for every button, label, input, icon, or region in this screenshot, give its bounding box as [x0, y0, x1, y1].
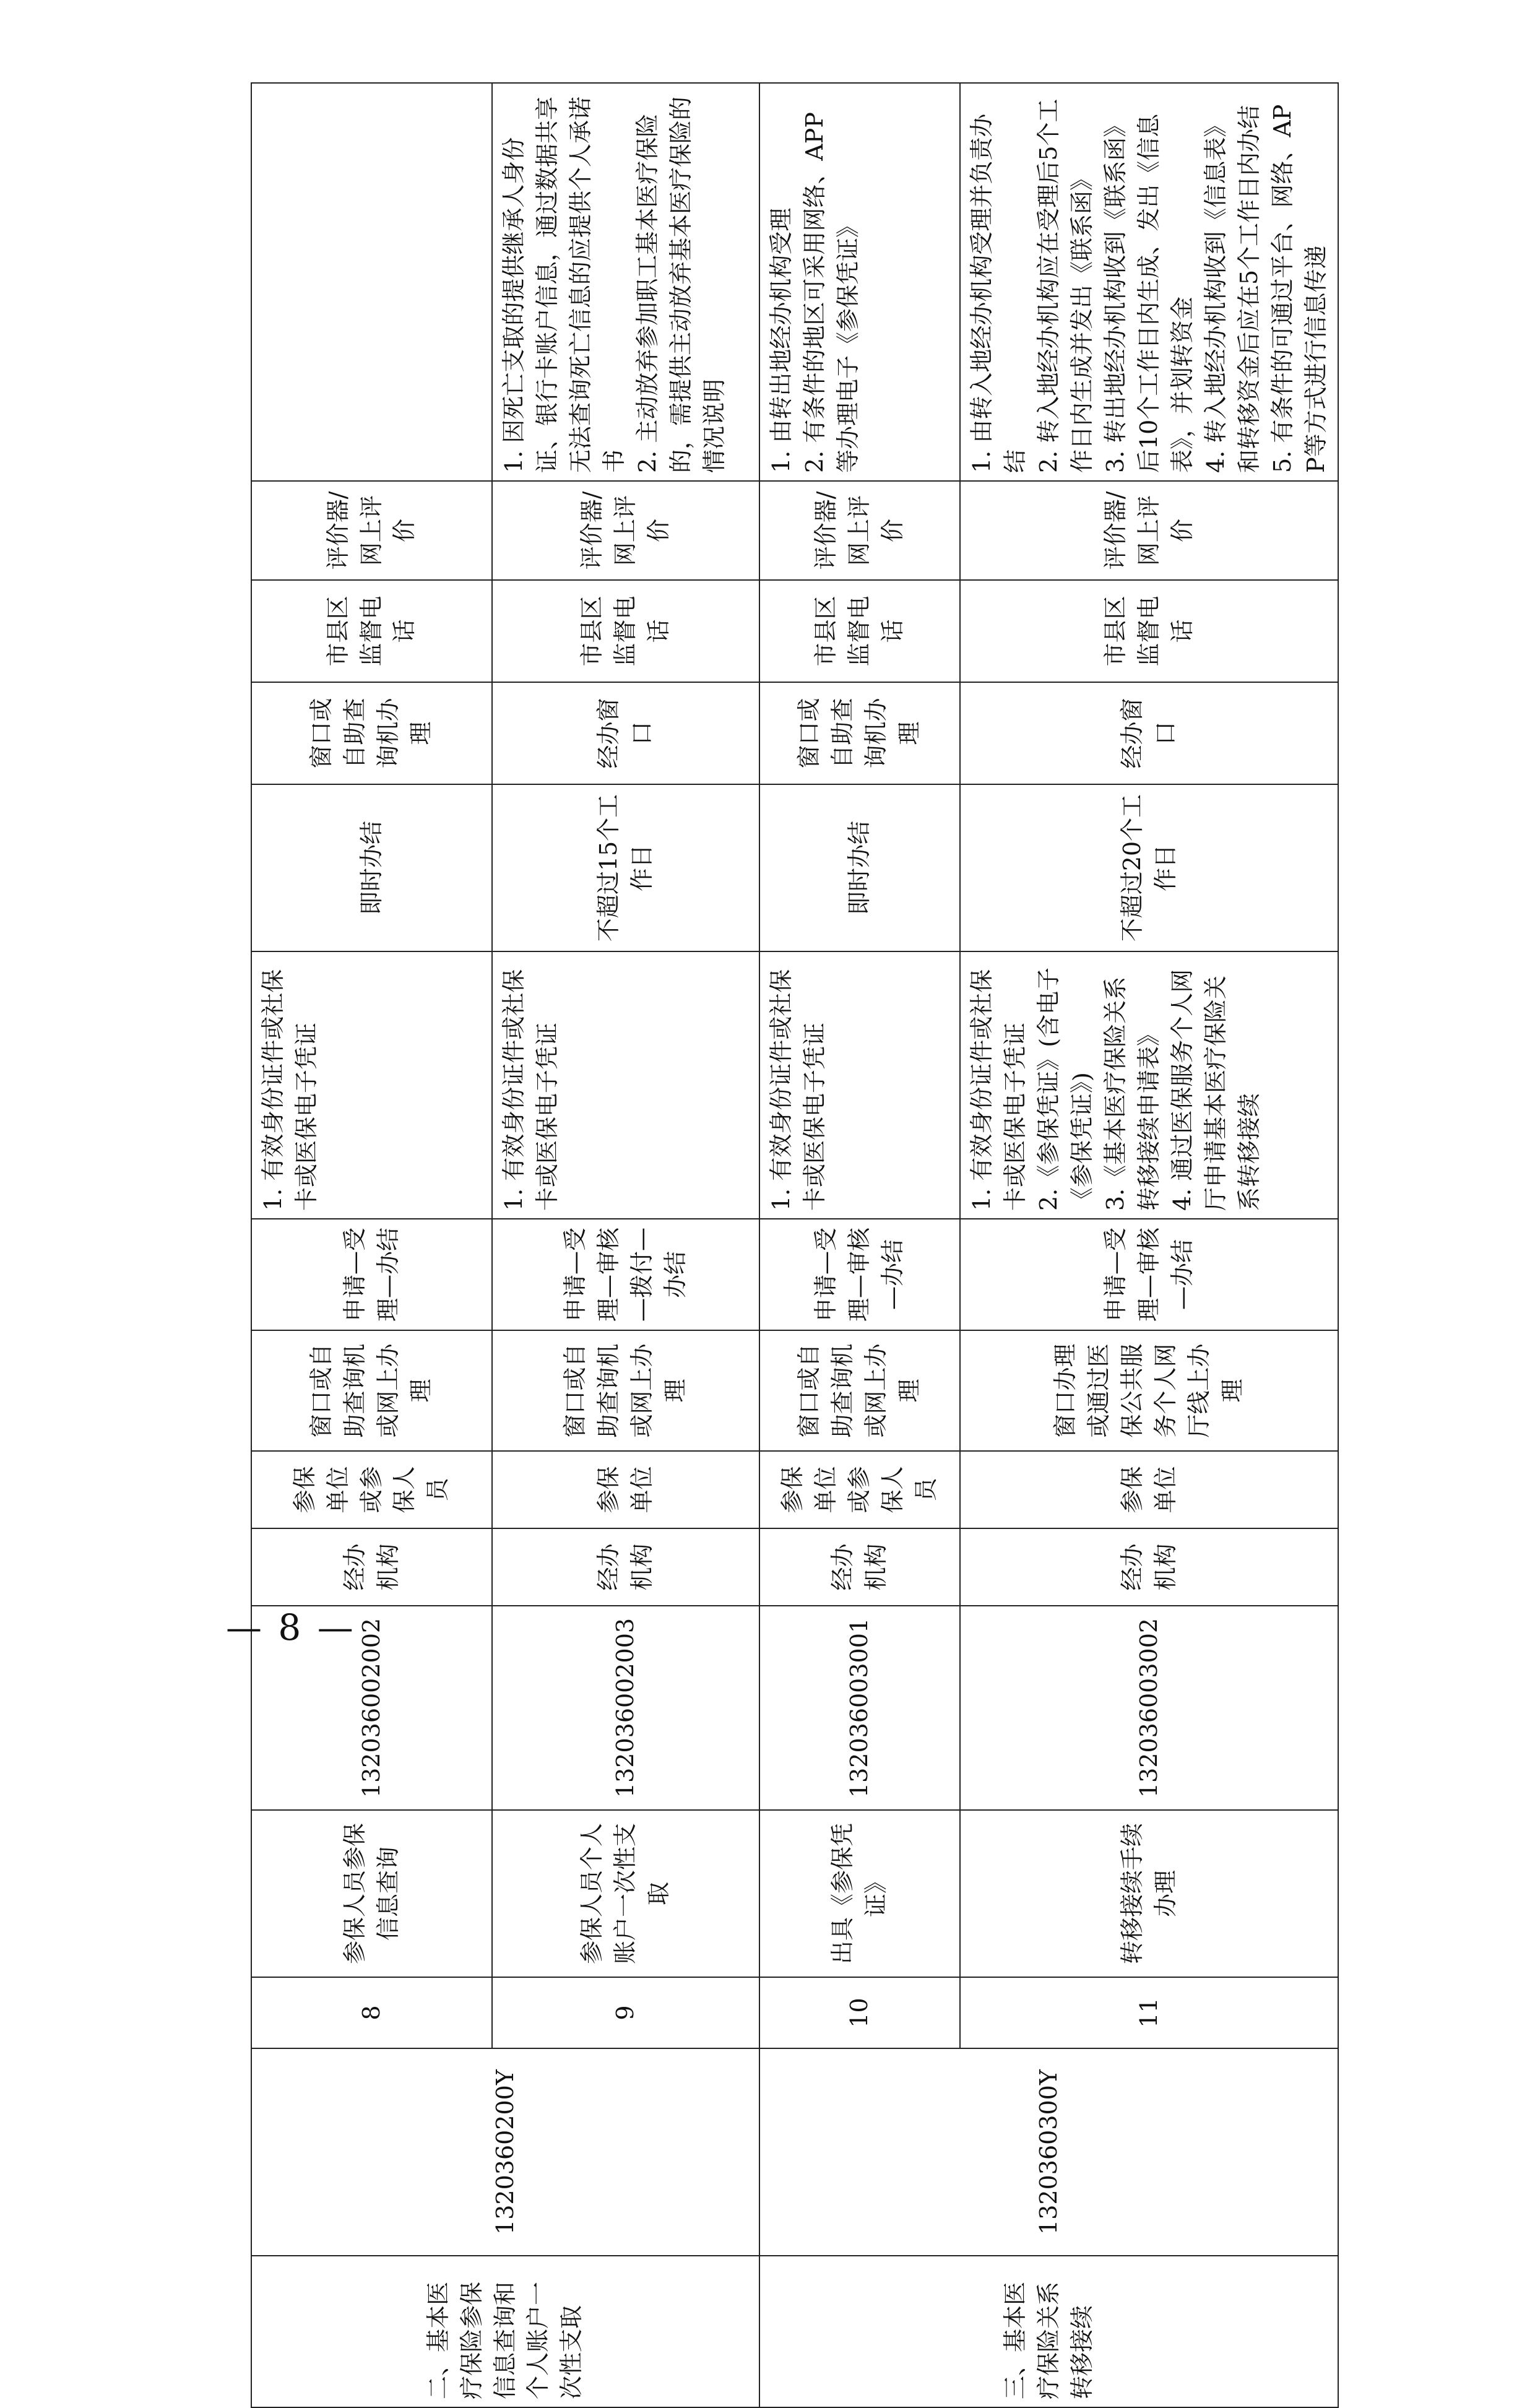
- notes-cell: [759, 83, 960, 481]
- agency-cell: [251, 1528, 492, 1606]
- time-limit-cell: [759, 784, 960, 951]
- channel: 窗口办理或通过医保公共服务个人网厅线上办理: [1051, 1343, 1246, 1438]
- channel-cell: [492, 1330, 759, 1451]
- evaluation: 评价器/网上评价: [578, 491, 672, 570]
- evaluation: 评价器/网上评价: [812, 491, 906, 570]
- agency-cell: [759, 1528, 960, 1606]
- location: 经办窗口: [595, 698, 655, 769]
- time-limit-cell: [960, 784, 1338, 951]
- note-item: 1. 因死亡支取的提供继承人身份证、银行卡账户信息，通过数据共享无法查询死亡信息的应提供个人承诺书: [500, 96, 628, 473]
- evaluation: 评价器/网上评价: [324, 491, 418, 570]
- item-code-cell: [492, 1606, 759, 1810]
- agency: 经办机构: [1118, 1543, 1179, 1591]
- materials-cell: [492, 951, 759, 1219]
- material-item: 4. 通过医保服务个人网厅申请基本医疗保险关系转移接续: [1168, 969, 1263, 1211]
- item-name-cell: [759, 1810, 960, 1977]
- location-cell: [960, 682, 1338, 784]
- supervision: 市县区监督电话: [812, 596, 906, 667]
- item-name: 转移接续手续办理: [1118, 1823, 1179, 1965]
- channel-cell: [251, 1330, 492, 1451]
- rotated-table-container: [251, 84, 1330, 2408]
- location: 经办窗口: [1118, 698, 1179, 769]
- evaluation: 评价器/网上评价: [1101, 491, 1196, 570]
- applicant: 参保单位: [595, 1466, 655, 1514]
- item-code: 13203600200​3: [612, 1618, 639, 1798]
- location: 窗口或自助查询机办理: [795, 698, 923, 769]
- location-cell: [251, 682, 492, 784]
- evaluation-cell: [492, 481, 759, 580]
- evaluation-cell: [251, 481, 492, 580]
- row-number: 10: [845, 1998, 873, 2028]
- time-limit: 即时办结: [357, 821, 385, 916]
- no-cell: [492, 1977, 759, 2048]
- time-limit: 即时办结: [845, 821, 873, 916]
- agency-cell: [492, 1528, 759, 1606]
- applicant-cell: [492, 1451, 759, 1528]
- applicant-cell: [960, 1451, 1338, 1528]
- materials-cell: [251, 951, 492, 1219]
- row-number: 9: [612, 2005, 639, 2020]
- category-code-text: 1320360200Y: [491, 2069, 519, 2235]
- note-item: 2. 转入地经办机构应在受理后5个工作日内生成并发出《联系函》: [1034, 98, 1096, 473]
- flow: 申请—受理—审核—办结: [1101, 1228, 1196, 1322]
- agency: 经办机构: [340, 1543, 402, 1591]
- applicant: 参保单位: [1118, 1466, 1179, 1514]
- category-text: 二、基本医疗保险参保信息查询和个人账户一次性支取: [424, 2281, 586, 2399]
- material-item: 2.《参保凭证》(含电子《参保凭证》): [1034, 967, 1096, 1211]
- applicant-cell: [251, 1451, 492, 1528]
- item-code: 13203600300​2: [1135, 1618, 1162, 1798]
- item-name: 参保人员个人账户一次性支取: [578, 1823, 672, 1965]
- category-cell: [759, 2256, 1338, 2407]
- notes-cell: [960, 83, 1338, 481]
- no-cell: [960, 1977, 1338, 2048]
- agency: 经办机构: [595, 1543, 655, 1591]
- note-item: 2. 有条件的地区可采用网络、APP等办理电子《参保凭证》: [800, 112, 862, 473]
- agency: 经办机构: [829, 1543, 889, 1591]
- item-name-cell: [251, 1810, 492, 1977]
- material-item: 3.《基本医疗保险关系转移接续申请表》: [1101, 976, 1162, 1211]
- row-number: 8: [357, 2005, 385, 2020]
- no-cell: [759, 1977, 960, 2048]
- location-cell: [759, 682, 960, 784]
- item-code: 13203600300​1: [845, 1618, 873, 1798]
- time-limit: 不超过15个工作日: [595, 794, 655, 942]
- flow-cell: [251, 1219, 492, 1330]
- location: 窗口或自助查询机办理: [307, 698, 435, 769]
- materials-cell: [960, 951, 1338, 1219]
- row-number: 11: [1135, 1998, 1162, 2028]
- material-item: 1. 有效身份证件或社保卡或医保电子凭证: [500, 969, 561, 1211]
- supervision-cell: [492, 580, 759, 682]
- channel: 窗口或自助查询机或网上办理: [795, 1343, 923, 1438]
- material-item: 1. 有效身份证件或社保卡或医保电子凭证: [968, 969, 1029, 1211]
- note-item: 4. 转入地经办机构收到《信息表》和转移资金后应在5个工作日内办结: [1201, 105, 1263, 473]
- agency-cell: [960, 1528, 1338, 1606]
- supervision-cell: [960, 580, 1338, 682]
- note-item: 1. 由转出地经办机构受理: [767, 207, 795, 473]
- table-row: [759, 83, 960, 2407]
- channel-cell: [759, 1330, 960, 1451]
- note-item: 1. 由转入地经办机构受理并负责办结: [968, 113, 1029, 473]
- category-code-text: 1320360300Y: [1034, 2069, 1062, 2235]
- supervision-cell: [251, 580, 492, 682]
- table-row: [251, 83, 492, 2407]
- page-number: — 8 —: [226, 1606, 356, 1648]
- time-limit: 不超过20个工作日: [1118, 794, 1179, 942]
- supervision: 市县区监督电话: [578, 596, 672, 667]
- location-cell: [492, 682, 759, 784]
- flow-cell: [960, 1219, 1338, 1330]
- applicant-cell: [759, 1451, 960, 1528]
- item-name: 参保人员参保信息查询: [340, 1823, 402, 1965]
- materials-cell: [759, 951, 960, 1219]
- category-code-cell: [251, 2048, 759, 2256]
- supervision-cell: [759, 580, 960, 682]
- notes-cell: [492, 83, 759, 481]
- applicant: 参保单位或参保人员: [290, 1466, 452, 1514]
- category-code-cell: [759, 2048, 1338, 2256]
- supervision: 市县区监督电话: [324, 596, 418, 667]
- item-name-cell: [960, 1810, 1338, 1977]
- material-item: 1. 有效身份证件或社保卡或医保电子凭证: [259, 969, 320, 1211]
- flow-cell: [759, 1219, 960, 1330]
- flow: 申请—受理—办结: [340, 1228, 402, 1322]
- note-item: 2. 主动放弃参加职工基本医疗保险的，需提供主动放弃基本医疗保险的情况说明: [633, 96, 728, 473]
- note-item: 3. 转出地经办机构收到《联系函》后10个工作日内生成、发出《信息表》，并划转资金: [1101, 113, 1196, 473]
- channel: 窗口或自助查询机或网上办理: [561, 1343, 689, 1438]
- item-code-cell: [960, 1606, 1338, 1810]
- material-item: 1. 有效身份证件或社保卡或医保电子凭证: [767, 969, 828, 1211]
- category-text: 三、基本医疗保险关系转移接续: [1001, 2281, 1096, 2399]
- evaluation-cell: [960, 481, 1338, 580]
- applicant: 参保单位或参保人员: [779, 1466, 940, 1514]
- item-code-cell: [759, 1606, 960, 1810]
- item-name-cell: [492, 1810, 759, 1977]
- flow: 申请—受理—审核—拨付—办结: [561, 1228, 689, 1322]
- channel-cell: [960, 1330, 1338, 1451]
- flow: 申请—受理—审核—办结: [812, 1228, 906, 1322]
- item-code: 13203600200​2: [357, 1618, 385, 1798]
- notes-cell: [251, 83, 492, 481]
- channel: 窗口或自助查询机或网上办理: [307, 1343, 435, 1438]
- time-limit-cell: [251, 784, 492, 951]
- supervision: 市县区监督电话: [1101, 596, 1196, 667]
- service-table: [251, 82, 1339, 2408]
- note-item: 5. 有条件的可通过平台、网络、APP等方式进行信息传递: [1268, 104, 1330, 473]
- evaluation-cell: [759, 481, 960, 580]
- item-name: 出具《参保凭证》: [829, 1823, 889, 1965]
- flow-cell: [492, 1219, 759, 1330]
- no-cell: [251, 1977, 492, 2048]
- category-cell: [251, 2256, 759, 2407]
- time-limit-cell: [492, 784, 759, 951]
